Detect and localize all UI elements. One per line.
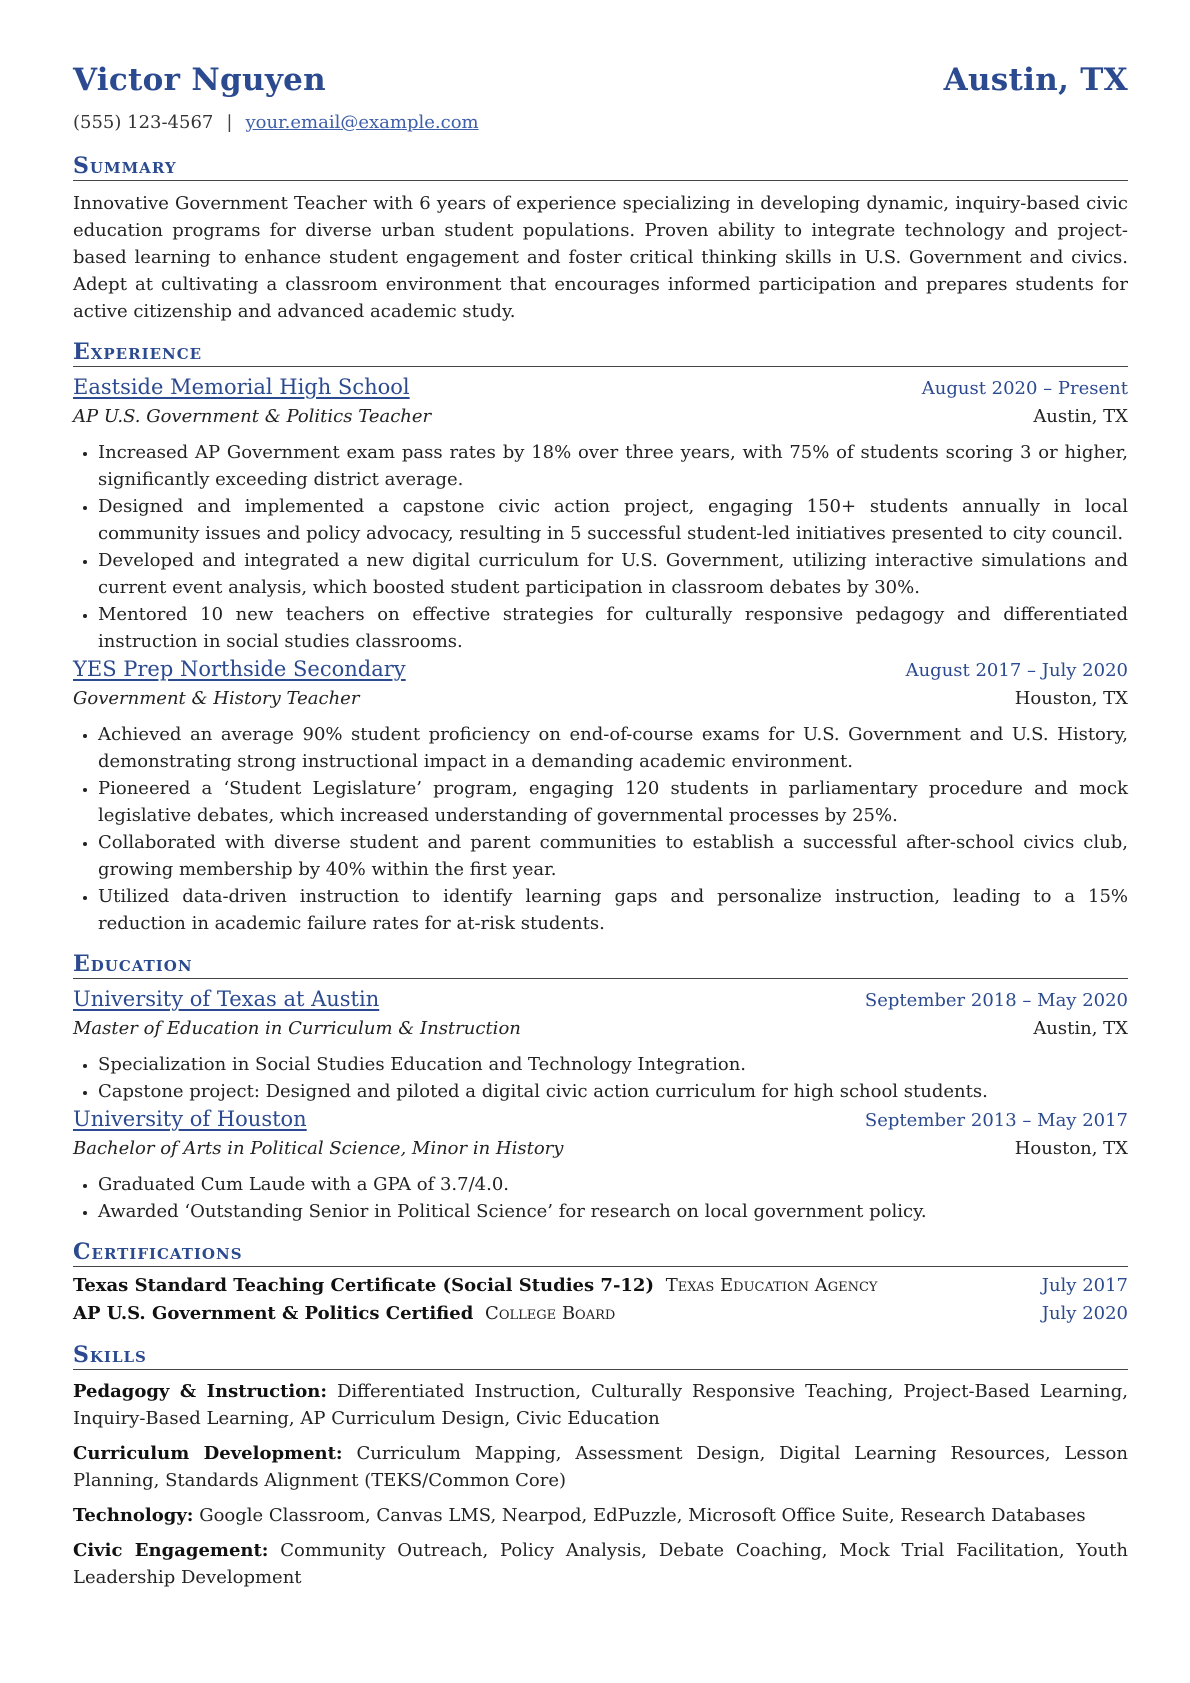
skill-category: Pedagogy & Instruction: [73, 1381, 328, 1402]
education-details [73, 1171, 1128, 1225]
achievement-list [73, 439, 1128, 655]
education-heading: Education [73, 951, 1128, 979]
certification-date: July 2020 [1041, 1303, 1128, 1324]
achievement-item: • Pioneered a ‘Student Legislature’ program, engaging 120 students in parliamentary procedure and mock legislative debates, which increased understanding of governmental processes by 25%. [98, 775, 1128, 829]
email-link[interactable]: your.email@example.com [245, 112, 479, 133]
experience-entry [73, 373, 1128, 655]
contact-info [73, 112, 1128, 133]
skill-category: Curriculum Development: [73, 1443, 343, 1464]
certification-row [73, 1272, 1128, 1300]
experience-entry [73, 655, 1128, 937]
achievement-list [73, 721, 1128, 937]
phone-number: (555) 123-4567 [73, 112, 214, 133]
achievement-item: • Designed and implemented a capstone civic action project, engaging 150+ students annually in local community issues and policy advocacy, resulting in 5 successful student-led initiatives presented to city council. [98, 493, 1128, 547]
job-location: Houston, TX [1014, 688, 1128, 709]
achievement-item: • Developed and integrated a new digital curriculum for U.S. Government, utilizing interactive simulations and current event analysis, which boosted student participation in classroom debates by 30%. [98, 547, 1128, 601]
employer-link[interactable]: Eastside Memorial High School [73, 375, 410, 399]
certification-row [73, 1300, 1128, 1328]
skill-group [73, 1537, 1128, 1591]
employment-dates: August 2020 – Present [921, 378, 1128, 399]
school-location: Austin, TX [1033, 1018, 1128, 1039]
skill-items: Community Outreach, Policy Analysis, Debate Coaching, Mock Trial Facilitation, Youth Leadership Development [73, 1540, 1128, 1588]
study-dates: September 2013 – May 2017 [864, 1110, 1128, 1131]
skill-group [73, 1440, 1128, 1494]
education-entry [73, 1105, 1128, 1225]
achievement-item: • Achieved an average 90% student proficiency on end-of-course exams for U.S. Government and U.S. History, demonstrating strong instructional impact in a demanding academic environment. [98, 721, 1128, 775]
certifications-heading: Certifications [73, 1239, 1128, 1267]
skill-group [73, 1502, 1128, 1529]
certification-name: AP U.S. Government & Politics Certified [73, 1303, 474, 1324]
resume-header [73, 62, 1128, 102]
certification-list [73, 1272, 1128, 1328]
skill-items: Google Classroom, Canvas LMS, Nearpod, EdPuzzle, Microsoft Office Suite, Research Databases [199, 1505, 1086, 1526]
summary-heading: Summary [73, 153, 1128, 181]
contact-separator: | [226, 112, 233, 133]
education-detail-item: • Awarded ‘Outstanding Senior in Political Science’ for research on local government policy. [98, 1198, 1128, 1225]
degree-title: Bachelor of Arts in Political Science, Minor in History [73, 1138, 564, 1159]
study-dates: September 2018 – May 2020 [864, 990, 1128, 1011]
education-entry [73, 985, 1128, 1105]
summary-text: Innovative Government Teacher with 6 years of experience specializing in developing dynamic, inquiry-based civic education programs for diverse urban student populations. Proven ability to integrate technology and project-based learning to enhance student engagement and foster critical thinking skills in U.S. Government and civics. Adept at cultivating a classroom environment that encourages informed participation and prepares students for active citizenship and advanced academic study. [73, 193, 1128, 322]
achievement-item: • Utilized data-driven instruction to identify learning gaps and personalize instruction, leading to a 15% reduction in academic failure rates for at-risk students. [98, 883, 1128, 937]
degree-title: Master of Education in Curriculum & Instruction [73, 1018, 521, 1039]
candidate-name: Victor Nguyen [73, 62, 327, 98]
skills-heading: Skills [73, 1342, 1128, 1370]
skill-group [73, 1378, 1128, 1432]
certification-issuer: Texas Education Agency [665, 1275, 878, 1296]
employment-dates: August 2017 – July 2020 [905, 660, 1128, 681]
skill-category: Technology: [73, 1505, 194, 1526]
education-detail-item: • Specialization in Social Studies Education and Technology Integration. [98, 1051, 1128, 1078]
school-location: Houston, TX [1014, 1138, 1128, 1159]
education-detail-item: • Capstone project: Designed and piloted a digital civic action curriculum for high school students. [98, 1078, 1128, 1105]
certification-name: Texas Standard Teaching Certificate (Social Studies 7-12) [73, 1275, 654, 1296]
achievement-item: • Mentored 10 new teachers on effective strategies for culturally responsive pedagogy and differentiated instruction in social studies classrooms. [98, 601, 1128, 655]
skills-list [73, 1378, 1128, 1591]
education-list [73, 985, 1128, 1225]
job-title: AP U.S. Government & Politics Teacher [73, 406, 432, 427]
certification-issuer: College Board [485, 1303, 616, 1324]
experience-list [73, 373, 1128, 937]
school-link[interactable]: University of Houston [73, 1107, 307, 1131]
school-link[interactable]: University of Texas at Austin [73, 987, 380, 1011]
candidate-location: Austin, TX [943, 62, 1128, 98]
skill-items: Differentiated Instruction, Culturally Responsive Teaching, Project-Based Learning, Inquiry-Based Learning, AP Curriculum Design, Civic Education [73, 1381, 1128, 1429]
certification-date: July 2017 [1041, 1275, 1128, 1296]
job-title: Government & History Teacher [73, 688, 360, 709]
employer-link[interactable]: YES Prep Northside Secondary [73, 657, 406, 681]
skill-category: Civic Engagement: [73, 1540, 269, 1561]
achievement-item: • Collaborated with diverse student and parent communities to establish a successful after-school civics club, growing membership by 40% within the first year. [98, 829, 1128, 883]
education-details [73, 1051, 1128, 1105]
experience-heading: Experience [73, 339, 1128, 367]
achievement-item: • Increased AP Government exam pass rates by 18% over three years, with 75% of students scoring 3 or higher, significantly exceeding district average. [98, 439, 1128, 493]
job-location: Austin, TX [1033, 406, 1128, 427]
education-detail-item: • Graduated Cum Laude with a GPA of 3.7/4.0. [98, 1171, 1128, 1198]
skill-items: Curriculum Mapping, Assessment Design, Digital Learning Resources, Lesson Planning, Standards Alignment (TEKS/Common Core) [73, 1443, 1128, 1491]
